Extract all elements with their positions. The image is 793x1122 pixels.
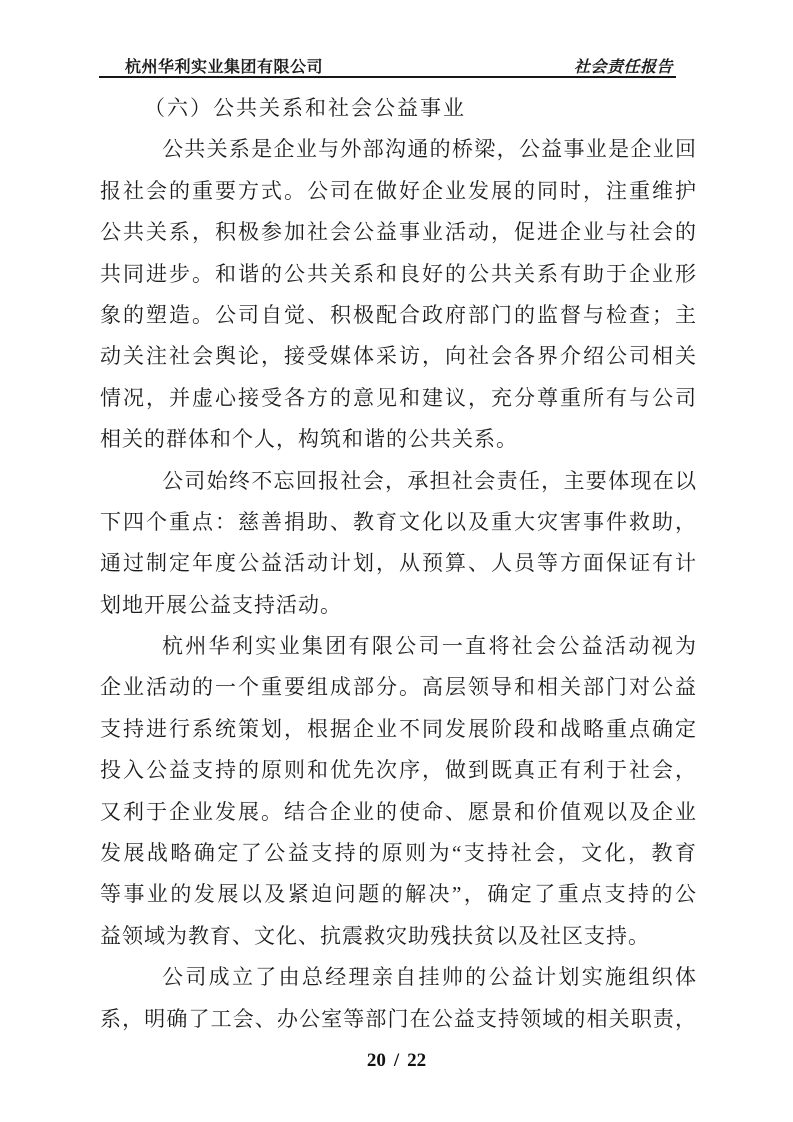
section-heading: （六）公共关系和社会公益事业	[144, 96, 466, 120]
paragraph-line: 共同进步。和谐的公共关系和良好的公共关系有助于企业形	[100, 261, 696, 286]
paragraph-line: 相关的群体和个人，构筑和谐的公共关系。	[100, 427, 518, 452]
header-report-title: 社会责任报告	[573, 59, 673, 76]
paragraph-line: 杭州华利实业集团有限公司一直将社会公益活动视为	[162, 634, 696, 659]
header-company-name: 杭州华利实业集团有限公司	[125, 59, 324, 76]
page-footer	[0, 1050, 793, 1072]
paragraph-line: 系，明确了工会、办公室等部门在公益支持领域的相关职责，	[100, 1006, 696, 1031]
paragraph-line: 划地开展公益支持活动。	[100, 592, 342, 617]
paragraph-line: 发展战略确定了公益支持的原则为“支持社会，文化，教育	[100, 841, 696, 866]
paragraph-line: 等事业的发展以及紧迫问题的解决”，确定了重点支持的公	[100, 882, 696, 907]
paragraph-line: 动关注社会舆论，接受媒体采访，向社会各界介绍公司相关	[100, 344, 696, 369]
paragraph-line: 投入公益支持的原则和优先次序，做到既真正有利于社会，	[100, 758, 696, 783]
paragraph-line: 通过制定年度公益活动计划，从预算、人员等方面保证有计	[100, 551, 696, 576]
paragraph-line: 报社会的重要方式。公司在做好企业发展的同时，注重维护	[100, 178, 696, 203]
paragraph-line: 公共关系，积极参加社会公益事业活动，促进企业与社会的	[100, 220, 696, 245]
footer-separator: /	[393, 1050, 400, 1071]
paragraph-line: 情况，并虚心接受各方的意见和建议，充分尊重所有与公司	[100, 385, 696, 410]
paragraph-line: 下四个重点：慈善捐助、教育文化以及重大灾害事件救助，	[100, 509, 696, 534]
paragraph-line: 公共关系是企业与外部沟通的桥梁，公益事业是企业回	[162, 137, 696, 162]
footer-total-pages: 22	[407, 1050, 427, 1071]
paragraph-line: 公司始终不忘回报社会，承担社会责任，主要体现在以	[162, 468, 696, 493]
paragraph-line: 象的塑造。公司自觉、积极配合政府部门的监督与检查；主	[100, 302, 696, 327]
paragraph-line: 公司成立了由总经理亲自挂帅的公益计划实施组织体	[162, 965, 696, 990]
footer-current-page: 20	[366, 1050, 386, 1071]
header-rule	[99, 76, 676, 78]
document-body	[100, 88, 696, 1040]
paragraph-line: 又利于企业发展。结合企业的使命、愿景和价值观以及企业	[100, 799, 696, 824]
paragraph-line: 支持进行系统策划，根据企业不同发展阶段和战略重点确定	[100, 716, 696, 741]
paragraph-line: 企业活动的一个重要组成部分。高层领导和相关部门对公益	[100, 675, 696, 700]
paragraph-line: 益领域为教育、文化、抗震救灾助残扶贫以及社区支持。	[100, 923, 650, 948]
